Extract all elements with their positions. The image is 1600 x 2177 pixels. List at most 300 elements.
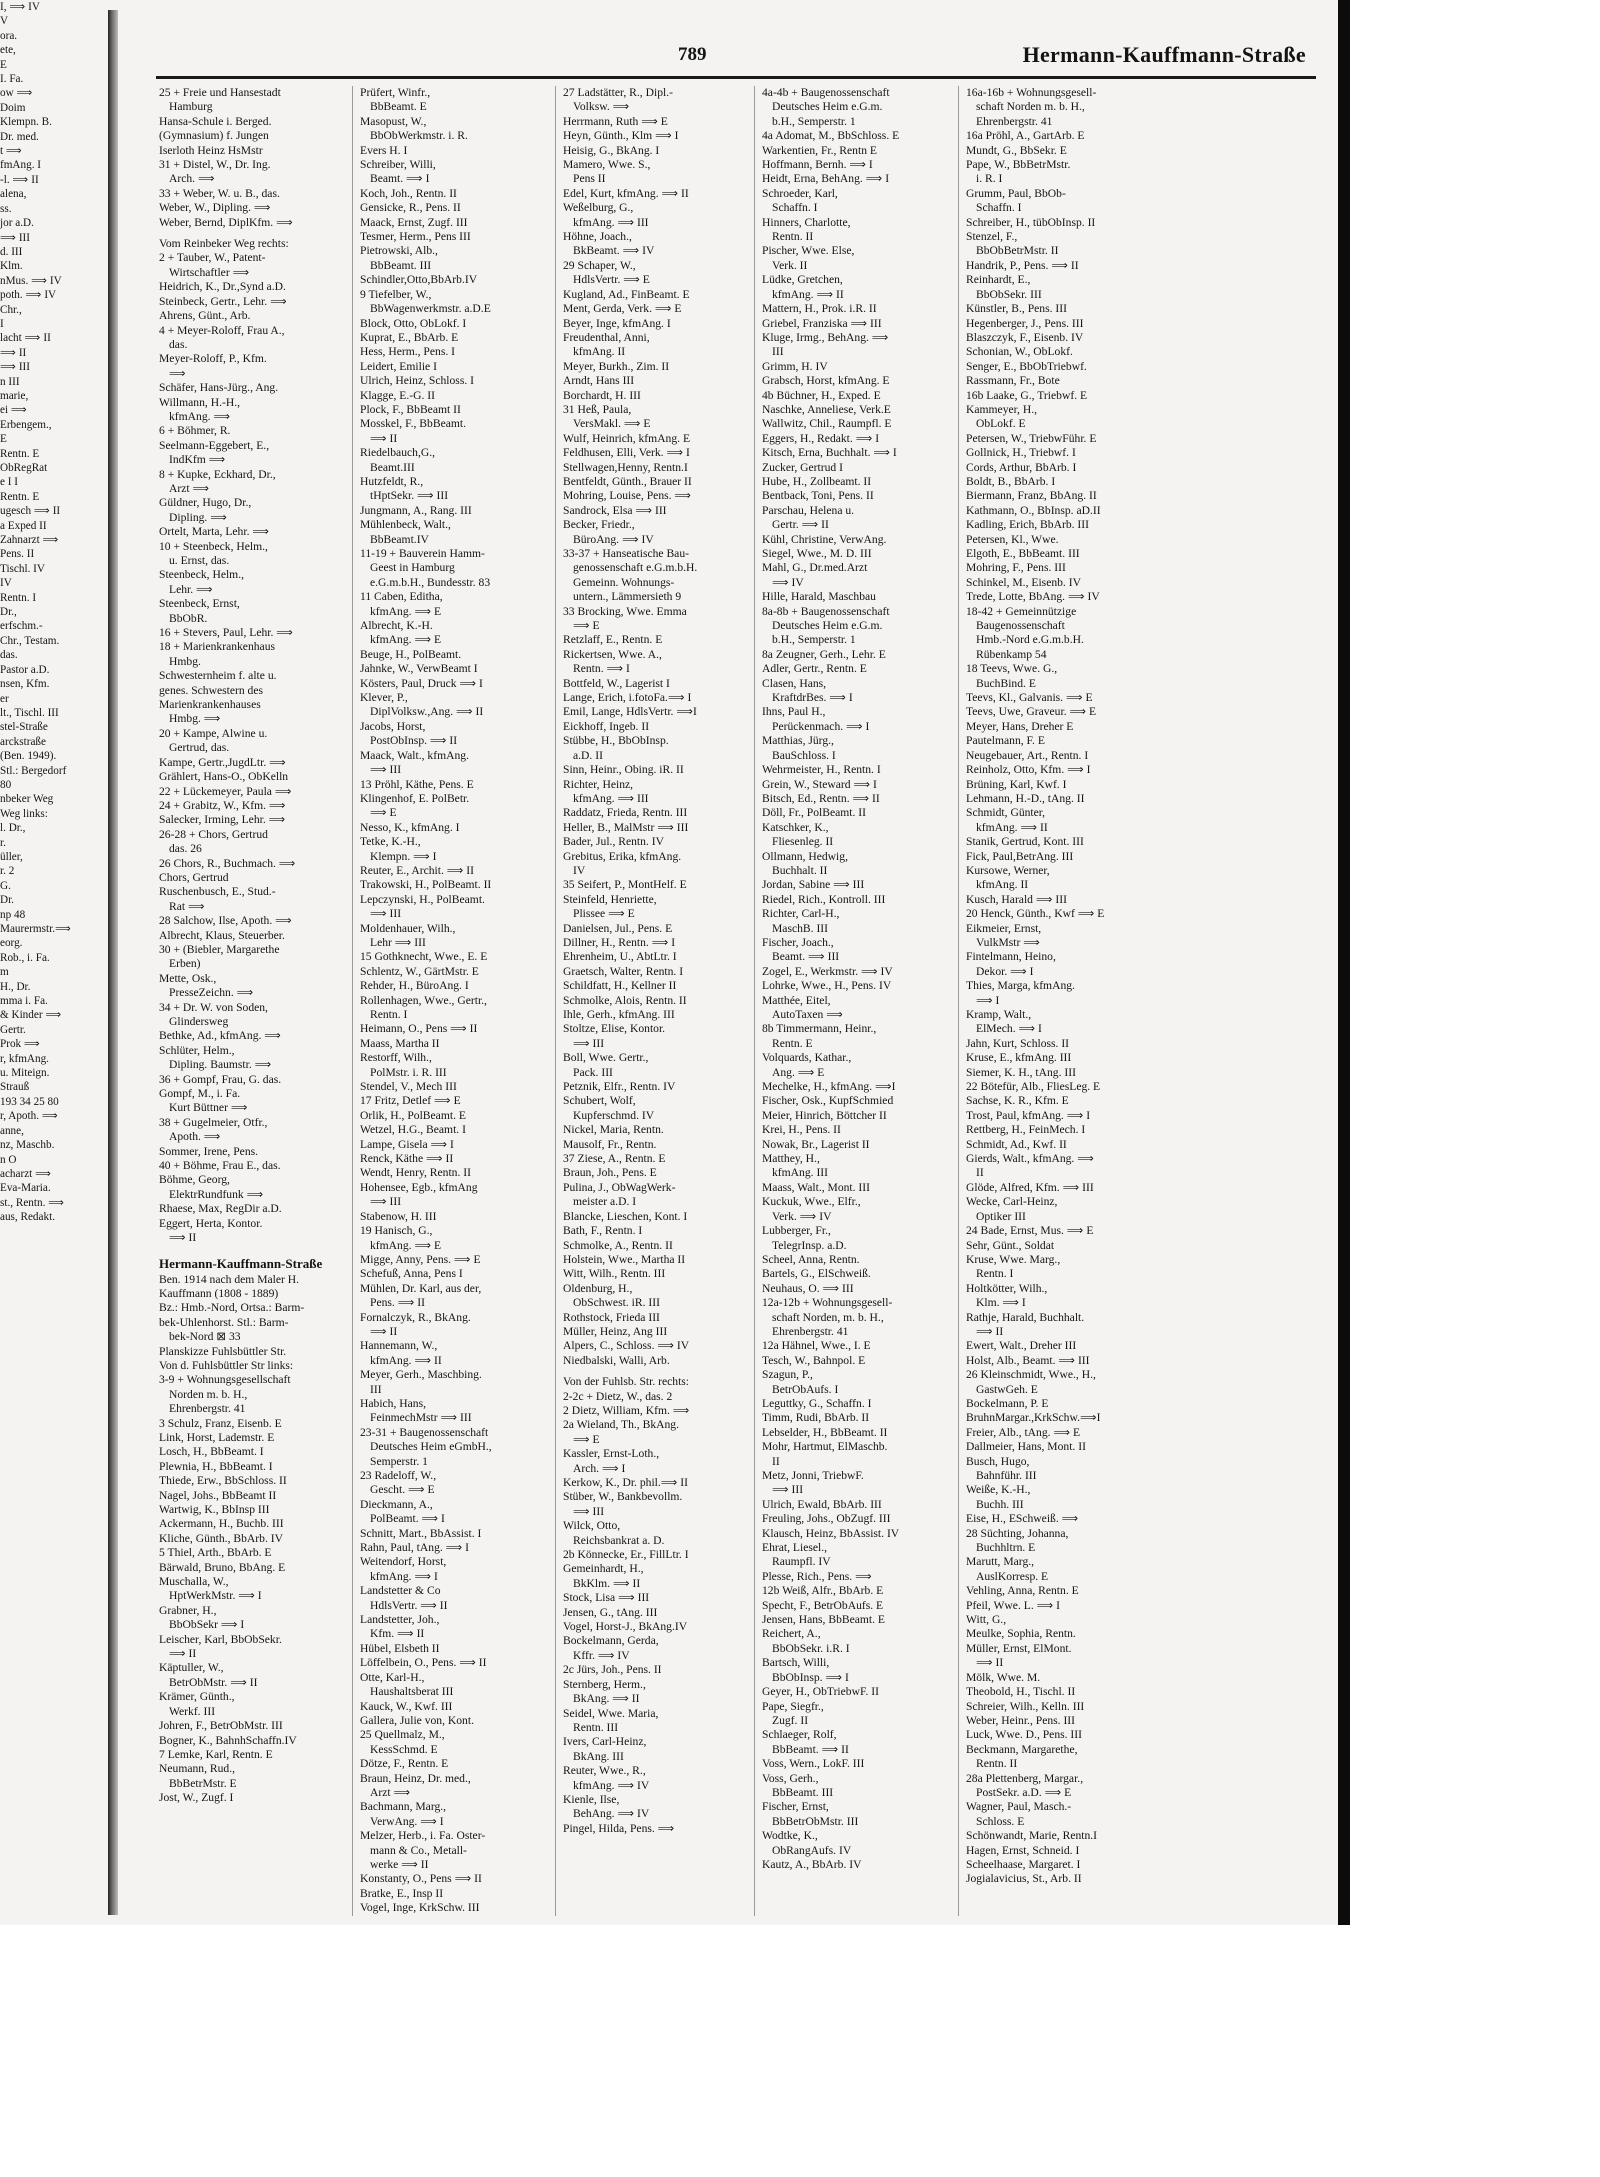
entry-line: Specht, F., BetrObAufs. E <box>762 1598 884 1612</box>
entry-line: Jensen, G., tAng. III <box>563 1605 658 1619</box>
entry-line: Zogel, E., Werkmstr. ⟹ IV <box>762 964 893 978</box>
entry-line: Biermann, Franz, BbAng. II <box>966 489 1097 503</box>
fragment-line: ugesch ⟹ II <box>0 505 61 518</box>
entry-line: Petersen, Kl., Wwe. <box>966 532 1059 546</box>
fragment-line: Erbengem., <box>0 418 52 431</box>
entry-line: untern., Lämmersieth 9 <box>573 590 682 604</box>
entry-line: BbObR. <box>169 611 208 625</box>
entry-line: Zugf. II <box>772 1713 809 1727</box>
entry-line: Richter, Carl-H., <box>762 907 840 921</box>
entry-line: Werkf. III <box>169 1704 216 1718</box>
entry-line: Weßelburg, G., <box>563 201 634 215</box>
entry-line: Ihns, Paul H., <box>762 705 826 719</box>
entry-line: Schaffn. I <box>976 201 1022 215</box>
entry-line: Kuckuk, Wwe., Elfr., <box>762 1195 861 1209</box>
entry-line: Meulke, Sophia, Rentn. <box>966 1627 1076 1641</box>
entry-line: DiplVolksw.,Ang. ⟹ II <box>370 705 484 719</box>
entry-line: Rahn, Paul, tAng. ⟹ I <box>360 1541 470 1555</box>
entry-line: kfmAng. ⟹ I <box>370 1569 438 1583</box>
entry-line: Jacobs, Horst, <box>360 719 426 733</box>
entry-line: 33 Brocking, Wwe. Emma <box>563 604 687 618</box>
fragment-line: u. Miteign. <box>0 1067 50 1080</box>
entry-line: Mühlenbeck, Walt., <box>360 518 451 532</box>
entry-line: Freuling, Johs., ObZugf. III <box>762 1512 891 1526</box>
entry-line: 26-28 + Chors, Gertrud <box>159 827 268 841</box>
entry-line: Riedelbauch,G., <box>360 446 436 460</box>
entry-line: Weber, Bernd, DiplKfm. ⟹ <box>159 215 293 229</box>
entry-line: III <box>772 345 784 359</box>
entry-line: Mühlen, Dr. Karl, aus der, <box>360 1281 482 1295</box>
entry-line: Pens II <box>573 172 606 186</box>
entry-line: Kassler, Ernst-Loth., <box>563 1447 660 1461</box>
fragment-line: ObRegRat <box>0 462 48 474</box>
entry-line: Chors, Gertrud <box>159 870 229 884</box>
entry-line: Witt, Wilh., Rentn. III <box>563 1267 666 1281</box>
fragment-line: ete, <box>0 44 16 57</box>
entry-line: Sandrock, Elsa ⟹ III <box>563 503 667 517</box>
entry-line: Raddatz, Frieda, Rentn. III <box>563 806 688 820</box>
entry-line: BbWagenwerkmstr. a.D.E <box>370 302 491 316</box>
entry-line: ⟹ II <box>976 1656 1004 1670</box>
entry-line: Rollenhagen, Wwe., Gertr., <box>360 993 487 1007</box>
entry-line: Graetsch, Walter, Rentn. I <box>563 964 684 978</box>
entry-line: Theobold, H., Tischl. II <box>966 1685 1076 1699</box>
entry-line: Plissee ⟹ E <box>573 907 635 921</box>
entry-line: Lange, Erich, i.fotoFa.⟹ I <box>563 691 692 705</box>
entry-line: Johren, F., BetrObMstr. III <box>159 1719 283 1733</box>
fragment-line: I, ⟹ IV <box>0 1 40 13</box>
entry-line: Jahn, Kurt, Schloss. II <box>966 1036 1070 1050</box>
entry-line: Rentn. I <box>370 1008 408 1021</box>
fragment-line: ⟹ III <box>0 231 31 244</box>
entry-line: Seidel, Wwe. Maria, <box>563 1706 659 1720</box>
entry-line: MaschB. III <box>772 921 829 935</box>
fragment-line: Stl.: Bergedorf <box>0 764 67 777</box>
entry-line: Bath, F., Rentn. I <box>563 1224 643 1238</box>
entry-line: Pape, W., BbBetrMstr. <box>966 158 1071 172</box>
entry-line: 16 + Stevers, Paul, Lehr. ⟹ <box>159 626 293 640</box>
entry-line: Mölk, Wwe. M. <box>966 1670 1041 1684</box>
entry-line: BbBetrObMstr. III <box>772 1814 859 1828</box>
entry-line: e.G.m.b.H., Bundesstr. 83 <box>370 575 491 589</box>
entry-line: Pietrowski, Alb., <box>360 244 438 258</box>
entry-line: Kitsch, Erna, Buchhalt. ⟹ I <box>762 446 897 460</box>
entry-line: Wecke, Carl-Heinz, <box>966 1195 1058 1209</box>
fragment-line: 193 34 25 80 <box>0 1095 59 1108</box>
entry-line: Weitendorf, Horst, <box>360 1555 447 1569</box>
entry-line: Kerkow, K., Dr. phil.⟹ II <box>563 1476 689 1489</box>
entry-line: 2 + Tauber, W., Patent- <box>159 251 266 265</box>
entry-line: u. Ernst, das. <box>169 554 230 567</box>
entry-line: Muschalla, W., <box>159 1575 229 1589</box>
fragment-line: Rentn. E <box>0 447 40 460</box>
fragment-line: Rob., i. Fa. <box>0 951 50 964</box>
entry-line: 4a Adomat, M., BbSchloss. E <box>762 129 900 143</box>
entry-line: Stabenow, H. III <box>360 1209 437 1223</box>
entry-line: Fischer, Osk., KupfSchmied <box>762 1094 894 1108</box>
entry-line: Reuter, Wwe., R., <box>563 1764 646 1778</box>
entry-line: Kruse, Wwe. Marg., <box>966 1252 1061 1266</box>
entry-line: Schnitt, Mart., BbAssist. I <box>360 1526 482 1540</box>
entry-line: Gompf, M., i. Fa. <box>159 1087 241 1101</box>
entry-line: Evers H. I <box>360 143 408 157</box>
entry-line: Nesso, K., kfmAng. I <box>360 820 460 834</box>
entry-line: 13 Pröhl, Käthe, Pens. E <box>360 777 474 791</box>
entry-line: Grein, W., Steward ⟹ I <box>762 777 877 791</box>
entry-line: 2c Jürs, Joh., Pens. II <box>563 1663 662 1677</box>
directory-columns <box>152 86 1324 1916</box>
entry-line: III <box>370 1382 382 1396</box>
entry-line: Masopust, W., <box>360 114 427 128</box>
entry-line: Wendt, Henry, Rentn. II <box>360 1166 472 1180</box>
entry-line: Mette, Osk., <box>159 971 217 985</box>
fragment-line: H., Dr. <box>0 980 31 993</box>
entry-line: Weiße, K.-H., <box>966 1483 1031 1497</box>
entry-line: werke ⟹ II <box>370 1857 429 1871</box>
entry-line: Pens. ⟹ II <box>370 1296 425 1310</box>
fragment-line: r. <box>0 836 6 849</box>
entry-line: Mohring, Louise, Pens. ⟹ <box>563 489 692 503</box>
entry-line: kfmAng. II <box>573 345 626 359</box>
fragment-line: I. Fa. <box>0 73 24 86</box>
entry-line: Kauck, W., Kwf. III <box>360 1699 453 1713</box>
entry-line: Rat ⟹ <box>169 899 205 913</box>
entry-line: Raumpfl. IV <box>772 1555 831 1569</box>
column-5 <box>958 86 1158 1916</box>
entry-line: Apoth. ⟹ <box>169 1130 221 1144</box>
entry-line: Lüdke, Gretchen, <box>762 273 843 287</box>
entry-line: 23 Radeloff, W., <box>360 1469 437 1482</box>
entry-line: Vogel, Horst-J., BkAng.IV <box>563 1620 688 1634</box>
spacer <box>563 1368 747 1375</box>
entry-line: Jordan, Sabine ⟹ III <box>762 878 865 892</box>
entry-line: Sehr, Günt., Soldat <box>966 1238 1055 1252</box>
fragment-line: Chr., Testam. <box>0 634 60 647</box>
entry-line: ObLokf. E <box>976 417 1026 431</box>
entry-line: 22 + Lückemeyer, Paula ⟹ <box>159 784 292 798</box>
entry-line: Jogialavicius, St., Arb. II <box>966 1872 1082 1886</box>
entry-line: Dekor. ⟹ I <box>976 964 1034 978</box>
entry-line: Reuter, E., Archit. ⟹ II <box>360 863 475 877</box>
entry-line: Glindersweg <box>169 1015 229 1028</box>
entry-line: kfmAng. ⟹ E <box>370 633 442 647</box>
entry-line: ObSchwest. iR. III <box>573 1296 660 1310</box>
entry-line: Trakowski, H., PolBeamt. II <box>360 878 492 892</box>
entry-line: Handrik, P., Pens. ⟹ II <box>966 258 1079 272</box>
entry-line: Rentn. III <box>573 1720 619 1734</box>
fragment-line: er <box>0 692 9 705</box>
entry-line: Ehrenheim, U., AbtLtr. I <box>563 950 677 964</box>
fragment-line: IV <box>0 577 12 590</box>
entry-line: Bachmann, Marg., <box>360 1800 447 1814</box>
entry-line: meister a.D. I <box>573 1195 637 1209</box>
entry-line: BüroAng. ⟹ IV <box>573 532 654 546</box>
entry-line: Thies, Marga, kfmAng. <box>966 979 1075 993</box>
entry-line: GastwGeh. E <box>976 1382 1038 1396</box>
fragment-line: alena, <box>0 188 27 201</box>
entry-line: Voss, Gerh., <box>762 1771 819 1785</box>
entry-line: Kramp, Walt., <box>966 1008 1032 1021</box>
fragment-line: anne, <box>0 1124 24 1137</box>
entry-line: Stellwagen,Henny, Rentn.I <box>563 460 688 474</box>
fragment-line: Dr., <box>0 606 17 619</box>
entry-line: BbObSekr. i.R. I <box>772 1641 850 1655</box>
entry-line: Klagge, E.-G. II <box>360 388 436 402</box>
entry-line: 28a Plettenberg, Margar., <box>966 1771 1084 1785</box>
fragment-line: poth. ⟹ IV <box>0 289 57 302</box>
entry-line: Dillner, H., Rentn. ⟹ I <box>563 935 676 949</box>
entry-line: Gertrud, das. <box>169 741 230 755</box>
entry-line: Fliesenleg. II <box>772 835 834 849</box>
column-1 <box>152 86 352 1916</box>
entry-line: Grabner, H., <box>159 1603 217 1617</box>
entry-line: Hansa-Schule i. Berged. <box>159 114 272 128</box>
entry-line: Kienle, Ilse, <box>563 1792 620 1806</box>
entry-line: Danielsen, Jul., Pens. E <box>563 921 673 935</box>
entry-line: Ehrenbergstr. 41 <box>169 1402 246 1416</box>
entry-line: Wirtschaftler ⟹ <box>169 265 250 279</box>
fragment-line: I <box>0 317 4 330</box>
entry-line: Heimann, O., Pens ⟹ II <box>360 1022 478 1036</box>
entry-line: VulkMstr ⟹ <box>976 935 1040 949</box>
fragment-line: Strauß <box>0 1081 30 1094</box>
entry-line: Hannemann, W., <box>360 1339 438 1353</box>
entry-line: Schreier, Wilh., Kelln. III <box>966 1699 1085 1713</box>
entry-line: Rathje, Harald, Buchhalt. <box>966 1310 1085 1324</box>
entry-line: Gierds, Walt., kfmAng. ⟹ <box>966 1152 1094 1166</box>
entry-line: Bader, Jul., Rentn. IV <box>563 835 664 849</box>
entry-line: Ment, Gerda, Verk. ⟹ E <box>563 302 682 316</box>
entry-line: Ulrich, Heinz, Schloss. I <box>360 374 474 388</box>
entry-line: kfmAng. ⟹ II <box>370 1353 442 1367</box>
entry-line: Stenzel, F., <box>966 230 1018 244</box>
entry-line: Rettberg, H., FeinMech. I <box>966 1123 1086 1137</box>
entry-line: Tesch, W., Bahnpol. E <box>762 1353 866 1367</box>
entry-line: schaft Norden m. b. H., <box>976 100 1085 114</box>
entry-line: 25 Quellmalz, M., <box>360 1728 445 1742</box>
entry-line: Perückenmach. ⟹ I <box>772 719 870 733</box>
entry-line: b.H., Semperstr. 1 <box>772 633 856 647</box>
entry-line: ⟹ I <box>976 993 1000 1007</box>
street-heading: Hermann-Kauffmann-Straße <box>159 1255 323 1271</box>
entry-line: Ollmann, Hedwig, <box>762 849 848 863</box>
entry-line: Ehrenbergstr. 41 <box>976 114 1053 128</box>
entry-line: Landstetter, Joh., <box>360 1613 440 1627</box>
entry-line: Holstein, Wwe., Martha II <box>563 1252 686 1266</box>
entry-line: Rentn. I <box>976 1267 1014 1281</box>
fragment-line: das. <box>0 649 18 662</box>
entry-line: 4b Büchner, H., Exped. E <box>762 388 881 402</box>
entry-line: Wehrmeister, H., Rentn. I <box>762 763 881 777</box>
entry-line: Grählert, Hans-O., ObKelln <box>159 770 289 784</box>
entry-line: 8 + Kupke, Eckhard, Dr., <box>159 467 276 481</box>
entry-line: 20 + Kampe, Alwine u. <box>159 726 268 740</box>
entry-line: Verk. II <box>772 258 808 272</box>
header-rule <box>156 76 1316 79</box>
fragment-line: acharzt ⟹ <box>0 1167 52 1180</box>
entry-line: Trede, Lotte, BbAng. ⟹ IV <box>966 590 1100 604</box>
entry-line: Fischer, Joach., <box>762 935 834 949</box>
entry-line: Meyer, Hans, Dreher E <box>966 719 1074 733</box>
fragment-line: Eva-Maria. <box>0 1182 51 1195</box>
entry-line: Ehrenbergstr. 41 <box>772 1324 849 1338</box>
entry-line: Matthey, H., <box>762 1152 820 1166</box>
entry-line: Holst, Alb., Beamt. ⟹ III <box>966 1353 1090 1367</box>
entry-line: Naschke, Anneliese, Verk.E <box>762 402 891 416</box>
entry-line: ⟹ III <box>573 1036 605 1050</box>
entry-line: tHptSekr. ⟹ III <box>370 489 449 503</box>
entry-line: Beamt. ⟹ III <box>772 950 840 964</box>
entry-line: Rübenkamp 54 <box>976 647 1047 661</box>
entry-line: 33 + Weber, W. u. B., das. <box>159 186 280 200</box>
entry-line: genes. Schwestern des <box>159 683 263 697</box>
entry-line: PostSekr. a.D. ⟹ E <box>976 1785 1072 1799</box>
entry-line: Senger, E., BbObTriebwf. <box>966 359 1087 373</box>
entry-line: Kuprat, E., BbArb. E <box>360 330 459 344</box>
entry-line: Mausolf, Fr., Rentn. <box>563 1137 657 1151</box>
entry-line: Dieckmann, A., <box>360 1497 433 1511</box>
entry-line: Riedel, Rich., Kontroll. III <box>762 892 886 906</box>
entry-line: Stanik, Gertrud, Kont. III <box>966 835 1084 849</box>
entry-line: Retzlaff, E., Rentn. E <box>563 633 663 647</box>
entry-line: Rhaese, Max, RegDir a.D. <box>159 1202 282 1216</box>
entry-line: Neuhaus, O. ⟹ III <box>762 1281 854 1295</box>
entry-line: ⟹ III <box>772 1483 804 1497</box>
entry-line: BbObInsp. ⟹ I <box>772 1670 849 1684</box>
entry-line: Scheel, Anna, Rentn. <box>762 1252 860 1266</box>
fragment-line: Rentn. E <box>0 490 40 503</box>
entry-line: Hmb.-Nord e.G.m.b.H. <box>976 633 1084 647</box>
entry-line: Klever, P., <box>360 691 408 705</box>
entry-line: Jensen, Hans, BbBeamt. E <box>762 1613 886 1627</box>
entry-line: Kugland, Ad., FinBeamt. E <box>563 287 690 301</box>
entry-line: ⟹ II <box>976 1324 1004 1338</box>
entry-line: Deutsches Heim eGmbH., <box>370 1440 492 1454</box>
entry-line: Freudenthal, Anni, <box>563 330 650 344</box>
fragment-line: (Ben. 1949). <box>0 750 57 763</box>
entry-line: PolMstr. i. R. III <box>370 1065 447 1079</box>
entry-line: ObRangAufs. IV <box>772 1843 852 1857</box>
fragment-line: st., Rentn. ⟹ <box>0 1196 65 1209</box>
entry-line: kfmAng. ⟹ II <box>976 820 1048 834</box>
entry-line: Ulrich, Ewald, BbArb. III <box>762 1497 882 1511</box>
entry-line: Mohr, Hartmut, ElMaschb. <box>762 1440 888 1454</box>
entry-line: Lampe, Gisela ⟹ I <box>360 1137 454 1151</box>
entry-line: genossenschaft e.G.m.b.H. <box>573 561 698 575</box>
entry-line: Hutzfeldt, R., <box>360 474 424 488</box>
fragment-line: G. <box>0 879 11 892</box>
entry-line: Gallera, Julie von, Kont. <box>360 1713 474 1727</box>
fragment-line: aus, Redakt. <box>0 1211 55 1224</box>
entry-line: kfmAng. ⟹ <box>169 409 231 423</box>
entry-line: ⟹ II <box>169 1231 197 1245</box>
entry-line: Hess, Herm., Pens. I <box>360 345 455 359</box>
entry-line: Grebitus, Erika, kfmAng. <box>563 849 682 863</box>
entry-line: Maack, Ernst, Zugf. III <box>360 215 468 229</box>
entry-line: Buchhltrn. E <box>976 1541 1036 1555</box>
entry-line: Deutsches Heim e.G.m. <box>772 619 883 633</box>
entry-line: Steenbeck, Ernst, <box>159 597 240 611</box>
entry-line: ⟹ <box>169 366 186 380</box>
entry-line: Boldt, B., BbArb. I <box>966 474 1056 488</box>
entry-line: Lubberger, Fr., <box>762 1224 831 1238</box>
entry-line: Restorff, Wilh., <box>360 1051 432 1065</box>
entry-line: Luck, Wwe. D., Pens. III <box>966 1728 1083 1742</box>
column-2 <box>352 86 555 1916</box>
entry-line: Stendel, V., Mech III <box>360 1080 457 1094</box>
entry-line: Rickertsen, Wwe. A., <box>563 647 662 661</box>
entry-line: Hmbg. <box>169 654 201 668</box>
entry-line: Kupferschmd. IV <box>573 1108 655 1122</box>
entry-line: Schmolke, A., Rentn. II <box>563 1238 673 1252</box>
entry-line: i. R. I <box>976 172 1003 186</box>
fragment-line: V <box>0 15 9 28</box>
entry-line: BbObSekr. III <box>976 287 1042 301</box>
entry-line: Gollnick, H., Triebwf. I <box>966 446 1076 460</box>
entry-line: Klempn. ⟹ I <box>370 849 437 863</box>
entry-line: Marutt, Marg., <box>966 1555 1035 1569</box>
entry-line: Schönwandt, Marie, Rentn.I <box>966 1829 1098 1843</box>
entry-line: Krämer, Günth., <box>159 1690 235 1704</box>
entry-line: Semperstr. 1 <box>370 1454 428 1468</box>
entry-line: kfmAng. ⟹ E <box>370 604 442 618</box>
entry-line: 10 + Steenbeck, Helm., <box>159 539 268 553</box>
entry-line: Schreiber, Willi, <box>360 158 436 172</box>
entry-line: Lebselder, H., BbBeamt. II <box>762 1425 888 1439</box>
entry-line: Arndt, Hans III <box>563 374 635 388</box>
entry-line: Pautelmann, F. E <box>966 734 1045 748</box>
entry-line: Schlentz, W., GärtMstr. E <box>360 964 479 978</box>
entry-line: Blancke, Lieschen, Kont. I <box>563 1209 688 1223</box>
fragment-line: nMus. ⟹ IV <box>0 274 62 287</box>
entry-line: Kffr. ⟹ IV <box>573 1648 630 1662</box>
entry-line: Albrecht, K.-H. <box>360 619 433 633</box>
entry-line: ⟹ E <box>573 1432 600 1446</box>
entry-line: Planskizze Fuhlsbüttler Str. <box>159 1344 287 1358</box>
entry-line: Rentn. E <box>772 1036 813 1050</box>
entry-line: FeinmechMstr ⟹ III <box>370 1411 472 1425</box>
entry-line: HdlsVertr. ⟹ II <box>370 1598 448 1612</box>
entry-line: IndKfm ⟹ <box>169 453 226 467</box>
entry-line: kfmAng. III <box>772 1166 829 1180</box>
entry-line: Geyer, H., ObTriebwF. II <box>762 1685 880 1699</box>
entry-line: Wilck, Otto, <box>563 1519 621 1533</box>
entry-line: Herrmann, Ruth ⟹ E <box>563 114 668 128</box>
entry-line: Petersen, W., TriebwFühr. E <box>966 431 1097 445</box>
fragment-line: d. III <box>0 245 23 258</box>
entry-line: II <box>976 1166 984 1180</box>
entry-line: Arzt ⟹ <box>169 481 210 495</box>
entry-line: b.H., Semperstr. 1 <box>772 114 856 128</box>
entry-line: Kusch, Harald ⟹ III <box>966 892 1067 906</box>
fragment-line: jor a.D. <box>0 217 34 230</box>
entry-line: Braun, Joh., Pens. E <box>563 1166 657 1180</box>
fragment-line: marie, <box>0 389 29 402</box>
entry-line: 11-19 + Bauverein Hamm- <box>360 547 485 560</box>
entry-line: Meier, Hinrich, Böttcher II <box>762 1108 887 1122</box>
fragment-line: ow ⟹ <box>0 87 33 100</box>
entry-line: 15 Gothknecht, Wwe., E. E <box>360 950 488 964</box>
entry-line: Scheelhaase, Margaret. I <box>966 1857 1081 1871</box>
entry-line: Schmidt, Günter, <box>966 806 1046 820</box>
entry-line: Ackermann, H., Buchb. III <box>159 1517 284 1531</box>
entry-line: Pulina, J., ObWagWerk- <box>563 1180 676 1194</box>
entry-line: 40 + Böhme, Frau E., das. <box>159 1159 281 1173</box>
entry-line: Mattern, H., Prok. i.R. II <box>762 302 877 316</box>
fragment-line: E <box>0 433 7 446</box>
entry-line: Leguttky, G., Schaffn. I <box>762 1396 872 1410</box>
fragment-line: n III <box>0 375 20 388</box>
